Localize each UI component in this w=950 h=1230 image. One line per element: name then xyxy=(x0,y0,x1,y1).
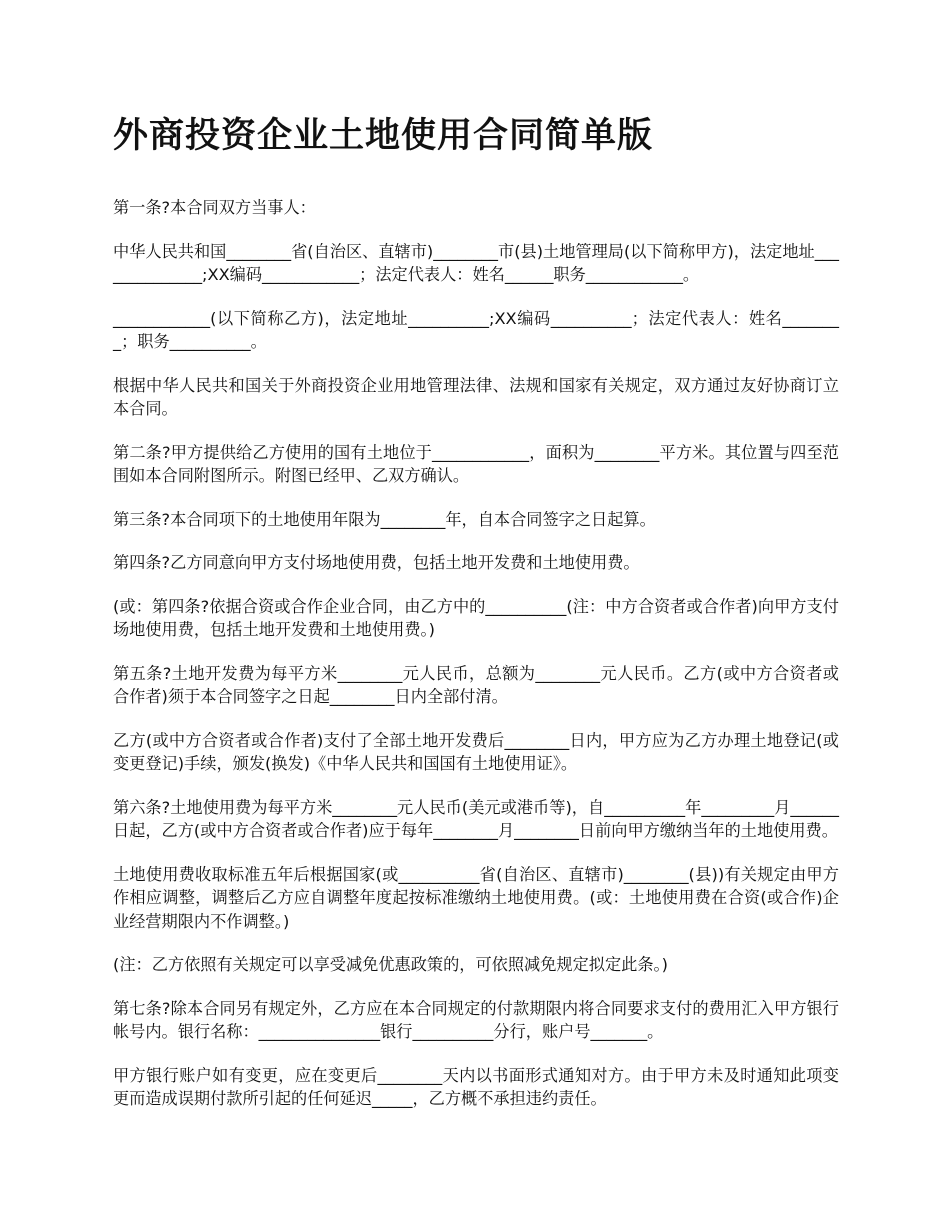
clause-4-alternative: (或：第四条?依据合资或合作企业合同，由乙方中的__________(注：中方合资者或合作者)向甲方支付场地使用费，包括土地开发费和土地使用费。) xyxy=(113,596,839,639)
preamble: 根据中华人民共和国关于外商投资企业用地管理法律、法规和国家有关规定，双方通过友好协商订立本合同。 xyxy=(113,375,839,418)
clause-2-location: 第二条?甲方提供给乙方使用的国有土地位于____________，面积为________平方米。其位置与四至范围如本合同附图所示。附图已经甲、乙双方确认。 xyxy=(113,442,839,485)
document-title: 外商投资企业土地使用合同简单版 xyxy=(113,116,654,156)
clause-1-parties: 第一条?本合同双方当事人： xyxy=(113,198,316,217)
clause-7-account-change: 甲方银行账户如有变更，应在变更后________天内以书面形式通知对方。由于甲方未及时通知此项变更而造成误期付款所引起的任何延迟_____，乙方概不承担违约责任。 xyxy=(113,1065,839,1108)
clause-6-usage-fee: 第六条?土地使用费为每平方米________元人民币(美元或港币等)，自__________年_________月______日起，乙方(或中方合资者或合作者)应于每年________月________日前向甲方缴纳当年的土地使用费。 xyxy=(113,797,839,840)
party-b-details: ____________(以下简称乙方)，法定地址__________;XX编码__________；法定代表人：姓名________；职务__________。 xyxy=(113,308,839,351)
party-a-details: 中华人民共和国________省(自治区、直辖市)________市(县)土地管理局(以下简称甲方)，法定地址______________;XX编码____________；法定代表人：姓名______职务____________。 xyxy=(113,241,839,284)
clause-4-fees: 第四条?乙方同意向甲方支付场地使用费，包括土地开发费和土地使用费。 xyxy=(113,553,640,572)
clause-3-term: 第三条?本合同项下的土地使用年限为________年，自本合同签字之日起算。 xyxy=(113,509,656,529)
clause-6-note: (注：乙方依照有关规定可以享受减免优惠政策的，可依照减免规定拟定此条。) xyxy=(113,955,668,974)
clause-7-payment: 第七条?除本合同另有规定外，乙方应在本合同规定的付款期限内将合同要求支付的费用汇入甲方银行帐号内。银行名称：_______________银行__________分行，账户号_______。 xyxy=(113,998,839,1041)
document-page xyxy=(113,112,839,1131)
clause-5-development-fee: 第五条?土地开发费为每平方米________元人民币，总额为________元人民币。乙方(或中方合资者或合作者)须于本合同签字之日起________日内全部付清。 xyxy=(113,663,839,706)
clause-5-registration: 乙方(或中方合资者或合作者)支付了全部土地开发费后________日内，甲方应为乙方办理土地登记(或变更登记)手续，颁发(换发)《中华人民共和国国有土地使用证》。 xyxy=(113,730,839,773)
clause-6-adjustment: 土地使用费收取标准五年后根据国家(或__________省(自治区、直辖市)________(县))有关规定由甲方作相应调整，调整后乙方应自调整年度起按标准缴纳土地使用费。(或：土地使用费在合资(或合作)企业经营期限内不作调整。) xyxy=(113,864,839,931)
